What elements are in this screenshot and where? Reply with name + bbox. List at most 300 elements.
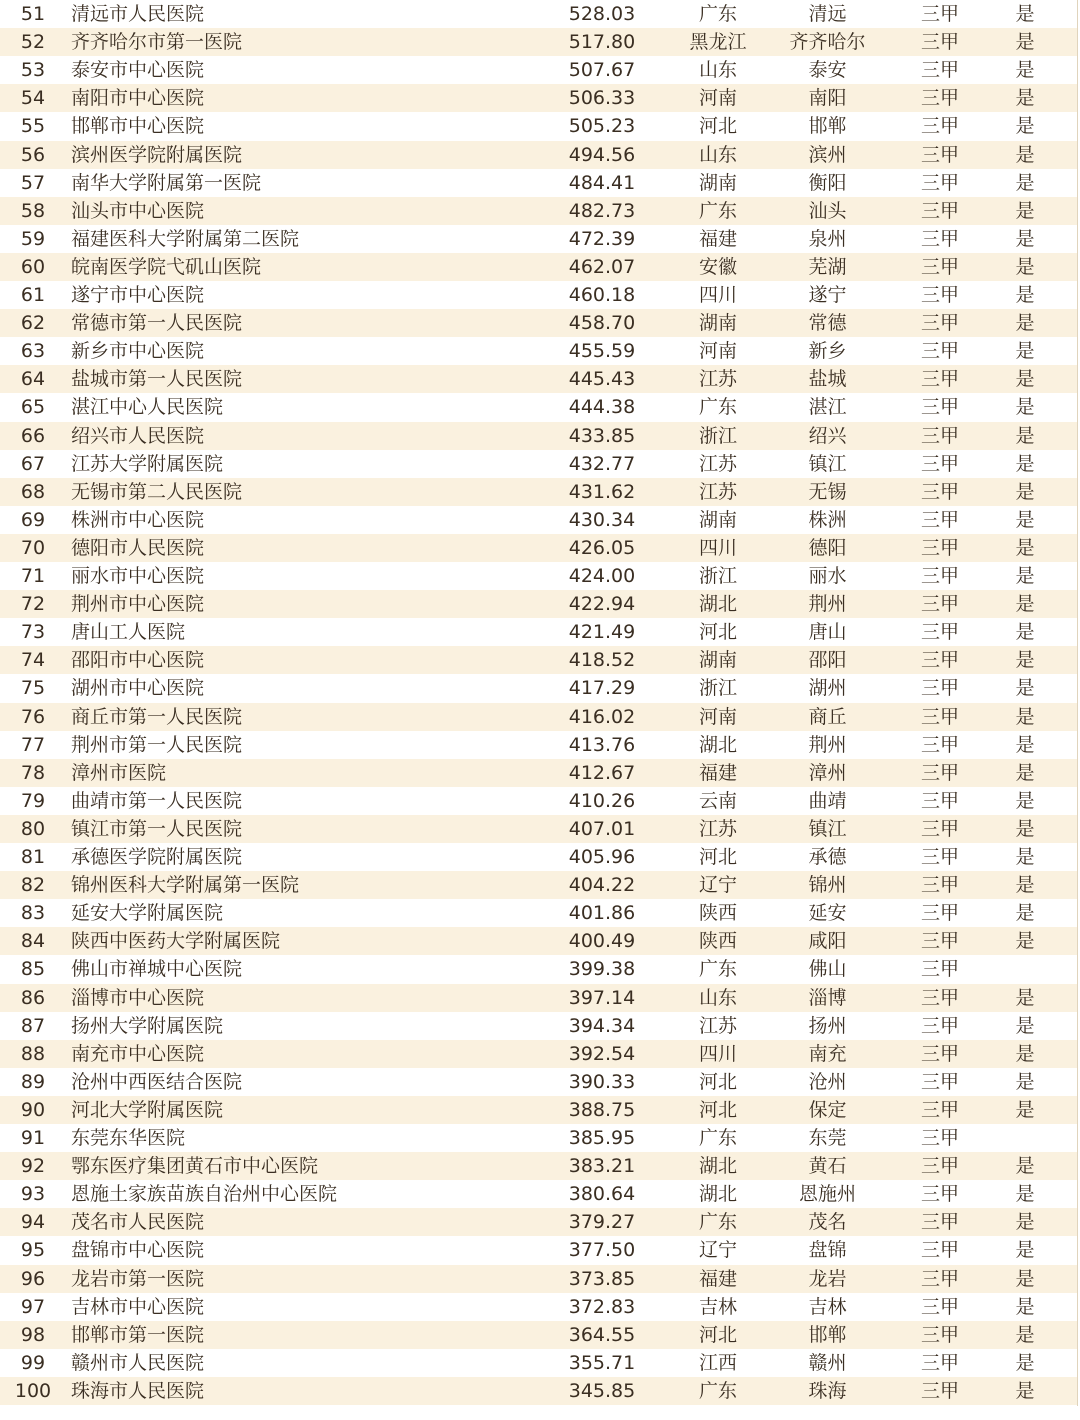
score-cell: 426.05 bbox=[568, 536, 636, 559]
hospital-name-cell: 锦州医科大学附属第一医院 bbox=[71, 874, 300, 897]
province-cell: 湖南 bbox=[698, 508, 737, 531]
hospital-name-cell: 赣州市人民医院 bbox=[71, 1351, 205, 1374]
level-cell: 三甲 bbox=[920, 508, 959, 531]
score-cell: 400.49 bbox=[568, 930, 636, 953]
city-cell: 锦州 bbox=[808, 874, 847, 897]
city-cell: 湛江 bbox=[808, 396, 847, 419]
level-cell: 三甲 bbox=[920, 1155, 959, 1178]
score-cell: 418.52 bbox=[568, 649, 636, 672]
score-cell: 517.80 bbox=[568, 31, 636, 54]
score-cell: 410.26 bbox=[568, 789, 636, 812]
city-cell: 邯郸 bbox=[808, 1323, 847, 1346]
table-row bbox=[0, 1236, 1077, 1264]
province-cell: 云南 bbox=[698, 789, 737, 812]
table-row bbox=[0, 843, 1077, 871]
city-cell: 赣州 bbox=[808, 1351, 847, 1374]
level-cell: 三甲 bbox=[920, 59, 959, 82]
rank-cell: 81 bbox=[20, 846, 46, 868]
hospital-name-cell: 河北大学附属医院 bbox=[71, 1098, 224, 1121]
city-cell: 荆州 bbox=[808, 733, 847, 756]
level-cell: 三甲 bbox=[920, 733, 959, 756]
hospital-name-cell: 漳州市医院 bbox=[71, 761, 167, 784]
flag-cell: 是 bbox=[1015, 396, 1035, 419]
city-cell: 清远 bbox=[808, 3, 847, 25]
hospital-name-cell: 盘锦市中心医院 bbox=[71, 1239, 205, 1262]
city-cell: 黄石 bbox=[808, 1155, 847, 1178]
hospital-name-cell: 常德市第一人民医院 bbox=[71, 312, 243, 335]
hospital-name-cell: 邵阳市中心医院 bbox=[71, 649, 205, 672]
table-row bbox=[0, 1040, 1077, 1068]
level-cell: 三甲 bbox=[920, 958, 959, 981]
province-cell: 湖北 bbox=[698, 733, 737, 756]
rank-cell: 67 bbox=[20, 452, 46, 475]
score-cell: 422.94 bbox=[568, 593, 636, 616]
table-row bbox=[0, 1180, 1077, 1208]
score-cell: 494.56 bbox=[568, 143, 636, 166]
rank-cell: 52 bbox=[20, 31, 46, 54]
table-row bbox=[0, 1152, 1077, 1180]
hospital-name-cell: 邯郸市第一医院 bbox=[71, 1323, 205, 1346]
table-row bbox=[0, 1321, 1077, 1349]
table-row bbox=[0, 1377, 1077, 1405]
table-row bbox=[0, 141, 1077, 169]
rank-cell: 73 bbox=[20, 621, 46, 644]
level-cell: 三甲 bbox=[920, 1267, 959, 1290]
level-cell: 三甲 bbox=[920, 3, 959, 25]
level-cell: 三甲 bbox=[920, 255, 959, 278]
city-cell: 绍兴 bbox=[808, 424, 847, 447]
table-row bbox=[0, 871, 1077, 899]
level-cell: 三甲 bbox=[920, 593, 959, 616]
table-row bbox=[0, 365, 1077, 393]
hospital-name-cell: 龙岩市第一医院 bbox=[71, 1267, 205, 1290]
city-cell: 株洲 bbox=[808, 508, 847, 531]
flag-cell: 是 bbox=[1015, 199, 1035, 222]
flag-cell: 是 bbox=[1015, 1351, 1035, 1374]
city-cell: 无锡 bbox=[808, 480, 847, 503]
rank-cell: 63 bbox=[20, 340, 46, 363]
city-cell: 芜湖 bbox=[808, 255, 847, 278]
hospital-name-cell: 珠海市人民医院 bbox=[71, 1379, 205, 1402]
city-cell: 镇江 bbox=[808, 452, 847, 475]
flag-cell: 是 bbox=[1015, 424, 1035, 447]
flag-cell: 是 bbox=[1015, 1267, 1035, 1290]
province-cell: 山东 bbox=[698, 59, 737, 82]
province-cell: 湖北 bbox=[698, 593, 737, 616]
city-cell: 遂宁 bbox=[808, 284, 847, 306]
rank-cell: 70 bbox=[20, 536, 46, 559]
table-row bbox=[0, 393, 1077, 421]
hospital-name-cell: 恩施土家族苗族自治州中心医院 bbox=[71, 1183, 338, 1206]
score-cell: 397.14 bbox=[568, 986, 636, 1009]
score-cell: 380.64 bbox=[568, 1183, 636, 1206]
level-cell: 三甲 bbox=[920, 817, 959, 840]
level-cell: 三甲 bbox=[920, 115, 959, 138]
province-cell: 河北 bbox=[698, 846, 737, 868]
rank-cell: 91 bbox=[20, 1127, 46, 1149]
level-cell: 三甲 bbox=[920, 1127, 959, 1149]
level-cell: 三甲 bbox=[920, 621, 959, 644]
flag-cell: 是 bbox=[1015, 171, 1035, 194]
hospital-name-cell: 商丘市第一人民医院 bbox=[71, 705, 243, 728]
level-cell: 三甲 bbox=[920, 312, 959, 335]
flag-cell: 是 bbox=[1015, 677, 1035, 700]
table-row bbox=[0, 84, 1077, 112]
table-row bbox=[0, 337, 1077, 365]
rank-cell: 79 bbox=[20, 789, 46, 812]
level-cell: 三甲 bbox=[920, 1042, 959, 1065]
flag-cell: 是 bbox=[1015, 705, 1035, 728]
city-cell: 扬州 bbox=[808, 1014, 847, 1037]
hospital-name-cell: 滨州医学院附属医院 bbox=[71, 143, 243, 166]
level-cell: 三甲 bbox=[920, 846, 959, 868]
table-row bbox=[0, 0, 1077, 28]
score-cell: 528.03 bbox=[568, 3, 636, 25]
table-row bbox=[0, 815, 1077, 843]
province-cell: 江苏 bbox=[698, 817, 737, 840]
province-cell: 河南 bbox=[698, 87, 737, 110]
score-cell: 484.41 bbox=[568, 171, 636, 194]
table-row bbox=[0, 1068, 1077, 1096]
rank-cell: 78 bbox=[20, 761, 46, 784]
province-cell: 河南 bbox=[698, 340, 737, 363]
flag-cell: 是 bbox=[1015, 986, 1035, 1009]
city-cell: 珠海 bbox=[808, 1379, 847, 1402]
rank-cell: 61 bbox=[20, 284, 46, 306]
level-cell: 三甲 bbox=[920, 199, 959, 222]
rank-cell: 100 bbox=[14, 1379, 52, 1402]
province-cell: 广东 bbox=[698, 958, 737, 981]
level-cell: 三甲 bbox=[920, 1070, 959, 1093]
rank-cell: 95 bbox=[20, 1239, 46, 1262]
flag-cell: 是 bbox=[1015, 761, 1035, 784]
level-cell: 三甲 bbox=[920, 1295, 959, 1318]
level-cell: 三甲 bbox=[920, 1098, 959, 1121]
level-cell: 三甲 bbox=[920, 565, 959, 587]
hospital-name-cell: 湖州市中心医院 bbox=[71, 677, 205, 700]
flag-cell: 是 bbox=[1015, 284, 1035, 306]
flag-cell: 是 bbox=[1015, 1042, 1035, 1065]
table-row bbox=[0, 927, 1077, 955]
flag-cell: 是 bbox=[1015, 902, 1035, 925]
flag-cell: 是 bbox=[1015, 1070, 1035, 1093]
flag-cell: 是 bbox=[1015, 789, 1035, 812]
rank-cell: 93 bbox=[20, 1183, 46, 1206]
table-row bbox=[0, 1265, 1077, 1293]
rank-cell: 98 bbox=[20, 1323, 46, 1346]
hospital-name-cell: 南阳市中心医院 bbox=[71, 87, 205, 110]
city-cell: 唐山 bbox=[808, 621, 847, 644]
rank-cell: 89 bbox=[20, 1070, 46, 1093]
hospital-name-cell: 佛山市禅城中心医院 bbox=[71, 958, 243, 981]
level-cell: 三甲 bbox=[920, 1379, 959, 1402]
rank-cell: 54 bbox=[20, 87, 46, 110]
score-cell: 472.39 bbox=[568, 227, 636, 250]
table-row bbox=[0, 1012, 1077, 1040]
city-cell: 镇江 bbox=[808, 817, 847, 840]
rank-cell: 74 bbox=[20, 649, 46, 672]
province-cell: 河北 bbox=[698, 1098, 737, 1121]
province-cell: 河北 bbox=[698, 1070, 737, 1093]
score-cell: 505.23 bbox=[568, 115, 636, 138]
rank-cell: 86 bbox=[20, 986, 46, 1009]
flag-cell: 是 bbox=[1015, 508, 1035, 531]
level-cell: 三甲 bbox=[920, 396, 959, 419]
rank-cell: 72 bbox=[20, 593, 46, 616]
hospital-name-cell: 汕头市中心医院 bbox=[71, 199, 205, 222]
city-cell: 承德 bbox=[808, 846, 847, 868]
score-cell: 462.07 bbox=[568, 255, 636, 278]
city-cell: 龙岩 bbox=[808, 1267, 847, 1290]
score-cell: 377.50 bbox=[568, 1239, 636, 1262]
hospital-name-cell: 南充市中心医院 bbox=[71, 1042, 205, 1065]
province-cell: 山东 bbox=[698, 986, 737, 1009]
score-cell: 506.33 bbox=[568, 87, 636, 110]
city-cell: 吉林 bbox=[808, 1295, 847, 1318]
city-cell: 邯郸 bbox=[808, 115, 847, 138]
table-row bbox=[0, 646, 1077, 674]
province-cell: 广东 bbox=[698, 396, 737, 419]
flag-cell: 是 bbox=[1015, 255, 1035, 278]
flag-cell: 是 bbox=[1015, 930, 1035, 953]
score-cell: 455.59 bbox=[568, 340, 636, 363]
hospital-name-cell: 承德医学院附属医院 bbox=[71, 846, 243, 868]
level-cell: 三甲 bbox=[920, 761, 959, 784]
city-cell: 盐城 bbox=[808, 368, 847, 391]
city-cell: 德阳 bbox=[808, 536, 847, 559]
table-row bbox=[0, 309, 1077, 337]
rank-cell: 64 bbox=[20, 368, 46, 391]
flag-cell: 是 bbox=[1015, 1211, 1035, 1234]
rank-cell: 68 bbox=[20, 480, 46, 503]
score-cell: 507.67 bbox=[568, 59, 636, 82]
rank-cell: 58 bbox=[20, 199, 46, 222]
rank-cell: 90 bbox=[20, 1098, 46, 1121]
province-cell: 辽宁 bbox=[698, 874, 737, 897]
province-cell: 湖南 bbox=[698, 171, 737, 194]
city-cell: 丽水 bbox=[808, 565, 847, 587]
table-row bbox=[0, 787, 1077, 815]
province-cell: 福建 bbox=[698, 761, 737, 784]
score-cell: 392.54 bbox=[568, 1042, 636, 1065]
table-row bbox=[0, 1208, 1077, 1236]
level-cell: 三甲 bbox=[920, 452, 959, 475]
score-cell: 394.34 bbox=[568, 1014, 636, 1037]
rank-cell: 76 bbox=[20, 705, 46, 728]
rank-cell: 87 bbox=[20, 1014, 46, 1037]
score-cell: 401.86 bbox=[568, 902, 636, 925]
table-row bbox=[0, 506, 1077, 534]
level-cell: 三甲 bbox=[920, 789, 959, 812]
hospital-name-cell: 镇江市第一人民医院 bbox=[71, 817, 243, 840]
province-cell: 广东 bbox=[698, 1379, 737, 1402]
table-row bbox=[0, 899, 1077, 927]
score-cell: 383.21 bbox=[568, 1155, 636, 1178]
table-row bbox=[0, 984, 1077, 1012]
table-row bbox=[0, 56, 1077, 84]
rank-cell: 96 bbox=[20, 1267, 46, 1290]
city-cell: 南阳 bbox=[808, 87, 847, 110]
table-row bbox=[0, 169, 1077, 197]
flag-cell: 是 bbox=[1015, 621, 1035, 644]
table-row bbox=[0, 225, 1077, 253]
level-cell: 三甲 bbox=[920, 424, 959, 447]
province-cell: 河南 bbox=[698, 705, 737, 728]
city-cell: 茂名 bbox=[808, 1211, 847, 1234]
rank-cell: 56 bbox=[20, 143, 46, 166]
level-cell: 三甲 bbox=[920, 536, 959, 559]
score-cell: 385.95 bbox=[568, 1127, 636, 1149]
city-cell: 荆州 bbox=[808, 593, 847, 616]
rank-cell: 66 bbox=[20, 424, 46, 447]
flag-cell: 是 bbox=[1015, 59, 1035, 82]
hospital-name-cell: 淄博市中心医院 bbox=[71, 986, 205, 1009]
flag-cell: 是 bbox=[1015, 1295, 1035, 1318]
hospital-name-cell: 无锡市第二人民医院 bbox=[71, 480, 243, 503]
rank-cell: 88 bbox=[20, 1042, 46, 1065]
hospital-name-cell: 皖南医学院弋矶山医院 bbox=[71, 255, 262, 278]
flag-cell: 是 bbox=[1015, 1239, 1035, 1262]
level-cell: 三甲 bbox=[920, 1323, 959, 1346]
table-row bbox=[0, 618, 1077, 646]
rank-cell: 59 bbox=[20, 227, 46, 250]
score-cell: 372.83 bbox=[568, 1295, 636, 1318]
score-cell: 431.62 bbox=[568, 480, 636, 503]
level-cell: 三甲 bbox=[920, 930, 959, 953]
score-cell: 412.67 bbox=[568, 761, 636, 784]
table-row bbox=[0, 590, 1077, 618]
province-cell: 福建 bbox=[698, 227, 737, 250]
flag-cell: 是 bbox=[1015, 817, 1035, 840]
rank-cell: 83 bbox=[20, 902, 46, 925]
rank-cell: 55 bbox=[20, 115, 46, 138]
flag-cell: 是 bbox=[1015, 565, 1035, 587]
province-cell: 四川 bbox=[698, 536, 737, 559]
province-cell: 安徽 bbox=[698, 255, 737, 278]
score-cell: 424.00 bbox=[568, 565, 636, 587]
rank-cell: 80 bbox=[20, 817, 46, 840]
flag-cell: 是 bbox=[1015, 874, 1035, 897]
score-cell: 416.02 bbox=[568, 705, 636, 728]
hospital-name-cell: 东莞东华医院 bbox=[71, 1127, 186, 1149]
table-row bbox=[0, 955, 1077, 983]
score-cell: 482.73 bbox=[568, 199, 636, 222]
hospital-name-cell: 荆州市中心医院 bbox=[71, 593, 205, 616]
level-cell: 三甲 bbox=[920, 480, 959, 503]
table-row bbox=[0, 1096, 1077, 1124]
hospital-name-cell: 吉林市中心医院 bbox=[71, 1295, 205, 1318]
flag-cell: 是 bbox=[1015, 340, 1035, 363]
province-cell: 江苏 bbox=[698, 480, 737, 503]
flag-cell: 是 bbox=[1015, 593, 1035, 616]
flag-cell: 是 bbox=[1015, 1183, 1035, 1206]
table-row bbox=[0, 703, 1077, 731]
level-cell: 三甲 bbox=[920, 902, 959, 925]
level-cell: 三甲 bbox=[920, 227, 959, 250]
province-cell: 吉林 bbox=[698, 1295, 737, 1318]
city-cell: 淄博 bbox=[808, 986, 847, 1009]
flag-cell: 是 bbox=[1015, 87, 1035, 110]
hospital-name-cell: 福建医科大学附属第二医院 bbox=[71, 227, 300, 250]
level-cell: 三甲 bbox=[920, 677, 959, 700]
score-cell: 345.85 bbox=[568, 1379, 636, 1402]
level-cell: 三甲 bbox=[920, 368, 959, 391]
table-row bbox=[0, 1349, 1077, 1377]
level-cell: 三甲 bbox=[920, 171, 959, 194]
score-cell: 458.70 bbox=[568, 312, 636, 335]
table-row bbox=[0, 731, 1077, 759]
flag-cell: 是 bbox=[1015, 1014, 1035, 1037]
flag-cell: 是 bbox=[1015, 1323, 1035, 1346]
table-row bbox=[0, 253, 1077, 281]
rank-cell: 60 bbox=[20, 255, 46, 278]
city-cell: 衡阳 bbox=[808, 171, 847, 194]
hospital-name-cell: 江苏大学附属医院 bbox=[71, 452, 224, 475]
province-cell: 山东 bbox=[698, 143, 737, 166]
province-cell: 河北 bbox=[698, 621, 737, 644]
hospital-name-cell: 株洲市中心医院 bbox=[71, 508, 205, 531]
hospital-name-cell: 曲靖市第一人民医院 bbox=[71, 789, 243, 812]
province-cell: 广东 bbox=[698, 199, 737, 222]
province-cell: 湖南 bbox=[698, 649, 737, 672]
city-cell: 邵阳 bbox=[808, 649, 847, 672]
province-cell: 江苏 bbox=[698, 368, 737, 391]
table-row bbox=[0, 1293, 1077, 1321]
rank-cell: 92 bbox=[20, 1155, 46, 1178]
province-cell: 福建 bbox=[698, 1267, 737, 1290]
city-cell: 新乡 bbox=[808, 340, 847, 363]
score-cell: 444.38 bbox=[568, 396, 636, 419]
province-cell: 江苏 bbox=[698, 452, 737, 475]
province-cell: 四川 bbox=[698, 284, 737, 306]
score-cell: 364.55 bbox=[568, 1323, 636, 1346]
level-cell: 三甲 bbox=[920, 986, 959, 1009]
hospital-name-cell: 齐齐哈尔市第一医院 bbox=[71, 31, 243, 54]
city-cell: 滨州 bbox=[808, 143, 847, 166]
table-row bbox=[0, 562, 1077, 590]
level-cell: 三甲 bbox=[920, 87, 959, 110]
hospital-name-cell: 南华大学附属第一医院 bbox=[71, 171, 262, 194]
flag-cell: 是 bbox=[1015, 536, 1035, 559]
rank-cell: 53 bbox=[20, 59, 46, 82]
hospital-name-cell: 沧州中西医结合医院 bbox=[71, 1070, 243, 1093]
hospital-name-cell: 盐城市第一人民医院 bbox=[71, 368, 243, 391]
score-cell: 430.34 bbox=[568, 508, 636, 531]
flag-cell: 是 bbox=[1015, 733, 1035, 756]
city-cell: 盘锦 bbox=[808, 1239, 847, 1262]
province-cell: 江苏 bbox=[698, 1014, 737, 1037]
hospital-name-cell: 茂名市人民医院 bbox=[71, 1211, 205, 1234]
level-cell: 三甲 bbox=[920, 340, 959, 363]
city-cell: 恩施州 bbox=[798, 1183, 856, 1206]
table-row bbox=[0, 450, 1077, 478]
city-cell: 佛山 bbox=[808, 958, 847, 981]
hospital-name-cell: 延安大学附属医院 bbox=[71, 902, 224, 925]
level-cell: 三甲 bbox=[920, 649, 959, 672]
province-cell: 湖北 bbox=[698, 1183, 737, 1206]
province-cell: 浙江 bbox=[698, 424, 737, 447]
flag-cell: 是 bbox=[1015, 846, 1035, 868]
province-cell: 辽宁 bbox=[698, 1239, 737, 1262]
city-cell: 漳州 bbox=[808, 761, 847, 784]
flag-cell: 是 bbox=[1015, 115, 1035, 138]
table-row bbox=[0, 28, 1077, 56]
city-cell: 泉州 bbox=[808, 227, 847, 250]
flag-cell: 是 bbox=[1015, 480, 1035, 503]
score-cell: 355.71 bbox=[568, 1351, 636, 1374]
city-cell: 常德 bbox=[808, 312, 847, 335]
rank-cell: 94 bbox=[20, 1211, 46, 1234]
